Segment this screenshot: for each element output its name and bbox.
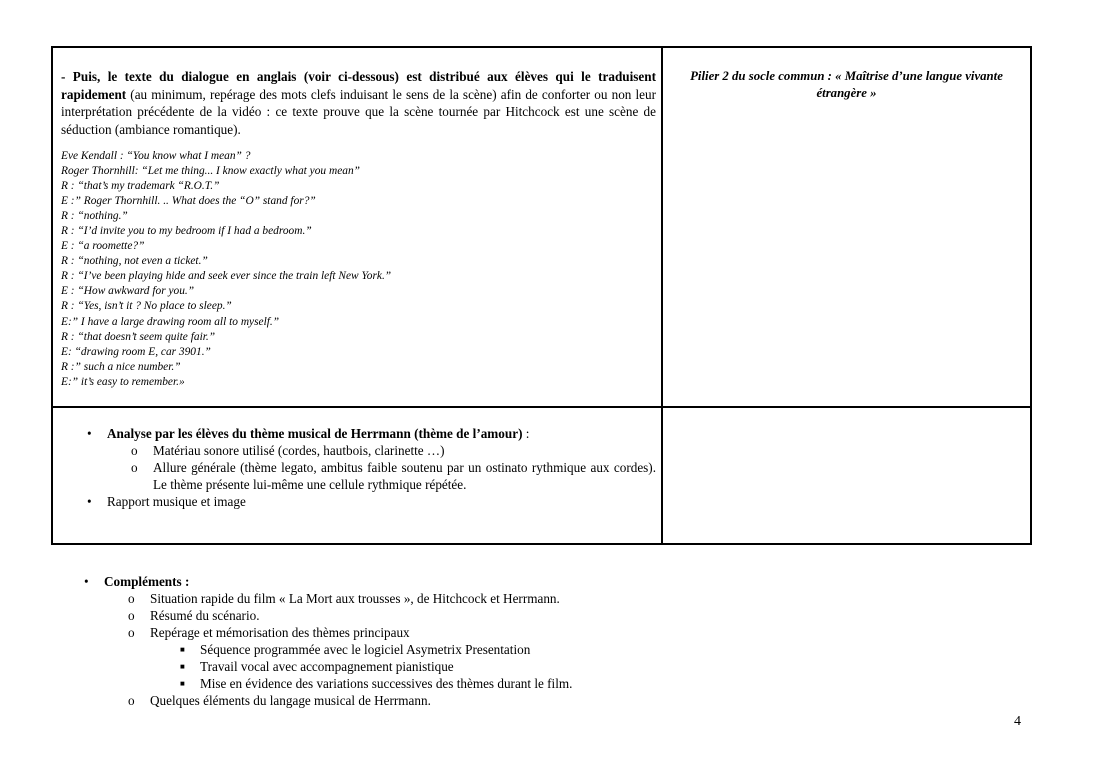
subsub-item-text: Travail vocal avec accompagnement pianistique xyxy=(200,659,454,674)
complements-sublist xyxy=(104,590,751,641)
dialogue-line: R : “that doesn’t seem quite fair.” xyxy=(61,330,216,343)
empty-cell xyxy=(662,407,1031,544)
list-item xyxy=(104,692,751,709)
analysis-heading: Analyse par les élèves du thème musical de Herrmann (thème de l’amour) xyxy=(107,426,523,441)
analysis-heading-tail: : xyxy=(522,426,530,441)
item-text: Rapport musique et image xyxy=(107,494,246,509)
table-row xyxy=(52,407,1031,544)
circle-bullet-icon: o xyxy=(131,460,138,475)
sub-item-text: Situation rapide du film « La Mort aux trousses », de Hitchcock et Herrmann. xyxy=(150,591,560,606)
dialogue-line: E:” I have a large drawing room all to myself.” xyxy=(61,315,280,328)
intro-normal-text: (au minimum, repérage des mots clefs induisant le sens de la scène) afin de conforter ou non leur interprétation précédente de la vidéo : ce texte prouve que la scène tournée par Hitchcock est une scène de séduction (ambiance romantique). xyxy=(61,86,656,137)
sub-item-text: Résumé du scénario. xyxy=(150,608,260,623)
circle-bullet-icon: o xyxy=(128,625,135,640)
lesson-table xyxy=(51,46,1032,545)
dialogue-line: E :” Roger Thornhill. .. What does the “O” stand for?” xyxy=(61,195,316,208)
dialogue-line: R : “that’s my trademark “R.O.T.” xyxy=(61,180,220,193)
dialogue-line: R : “nothing.” xyxy=(61,210,128,223)
complements-section xyxy=(51,573,751,709)
analysis-sublist xyxy=(107,442,656,493)
intro-bold-text: - Puis, le texte du dialogue en anglais (voir ci-dessous) est distribué aux élèves qui le traduisent rapidement xyxy=(61,69,656,102)
list-item xyxy=(104,590,751,607)
list-item xyxy=(104,607,751,624)
bullet-icon: • xyxy=(87,426,92,441)
table-row xyxy=(52,47,1031,407)
sub-item-text: Repérage et mémorisation des thèmes principaux xyxy=(150,625,410,640)
complements-list xyxy=(51,573,747,590)
list-item xyxy=(107,459,656,493)
bullet-icon: • xyxy=(87,494,92,509)
dialogue-line: R :” such a nice number.” xyxy=(61,360,181,373)
subsub-item-text: Mise en évidence des variations successives des thèmes durant le film. xyxy=(200,676,573,691)
dialogue-line: R : “I’ve been playing hide and seek ever since the train left New York.” xyxy=(61,270,392,283)
complements-subsublist xyxy=(104,641,751,692)
complements-sublist-end xyxy=(104,692,751,709)
dialogue-line: E: “drawing room E, car 3901.” xyxy=(61,345,211,358)
list-item xyxy=(107,442,656,459)
dialogue-line: R : “nothing, not even a ticket.” xyxy=(61,255,208,268)
pilier-text: Pilier 2 du socle commun : « Maîtrise d’une langue vivante étrangère » xyxy=(690,69,1003,100)
subsub-item-text: Séquence programmée avec le logiciel Asymetrix Presentation xyxy=(200,642,531,657)
list-item xyxy=(54,493,656,510)
dialogue-transcript xyxy=(61,149,660,390)
dialogue-cell xyxy=(52,47,662,407)
sub-item-text: Matériau sonore utilisé (cordes, hautbois, clarinette …) xyxy=(153,443,445,458)
circle-bullet-icon: o xyxy=(128,608,135,623)
list-item xyxy=(104,675,751,692)
dialogue-line: E : “How awkward for you.” xyxy=(61,285,195,298)
dialogue-line: R : “I’d invite you to my bedroom if I had a bedroom.” xyxy=(61,225,312,238)
circle-bullet-icon: o xyxy=(128,693,135,708)
list-item xyxy=(54,425,656,493)
dialogue-line: E:” it’s easy to remember.» xyxy=(61,375,185,388)
list-item xyxy=(104,658,751,675)
sub-item-text: Quelques éléments du langage musical de Herrmann. xyxy=(150,693,431,708)
circle-bullet-icon: o xyxy=(131,443,138,458)
analysis-list xyxy=(54,425,656,510)
circle-bullet-icon: o xyxy=(128,591,135,606)
list-item xyxy=(51,573,747,590)
complements-heading: Compléments : xyxy=(104,574,190,589)
analysis-cell xyxy=(52,407,662,544)
dialogue-line: Roger Thornhill: “Let me thing... I know exactly what you mean” xyxy=(61,165,360,178)
square-bullet-icon: ■ xyxy=(180,645,185,654)
list-item xyxy=(104,641,751,658)
bullet-icon: • xyxy=(84,574,89,589)
dialogue-line: R : “Yes, isn’t it ? No place to sleep.” xyxy=(61,300,232,313)
page-number: 4 xyxy=(1014,714,1021,729)
dialogue-line: Eve Kendall : “You know what I mean” ? xyxy=(61,150,251,162)
square-bullet-icon: ■ xyxy=(180,679,185,688)
dialogue-line: E : “a roomette?” xyxy=(61,240,145,253)
list-item xyxy=(104,624,751,641)
intro-paragraph xyxy=(61,68,656,138)
pilier-cell xyxy=(662,47,1031,407)
sub-item-text: Allure générale (thème legato, ambitus faible soutenu par un ostinato rythmique aux cordes). Le thème présente lui-même une cellule rythmique répétée. xyxy=(153,460,656,492)
square-bullet-icon: ■ xyxy=(180,662,185,671)
